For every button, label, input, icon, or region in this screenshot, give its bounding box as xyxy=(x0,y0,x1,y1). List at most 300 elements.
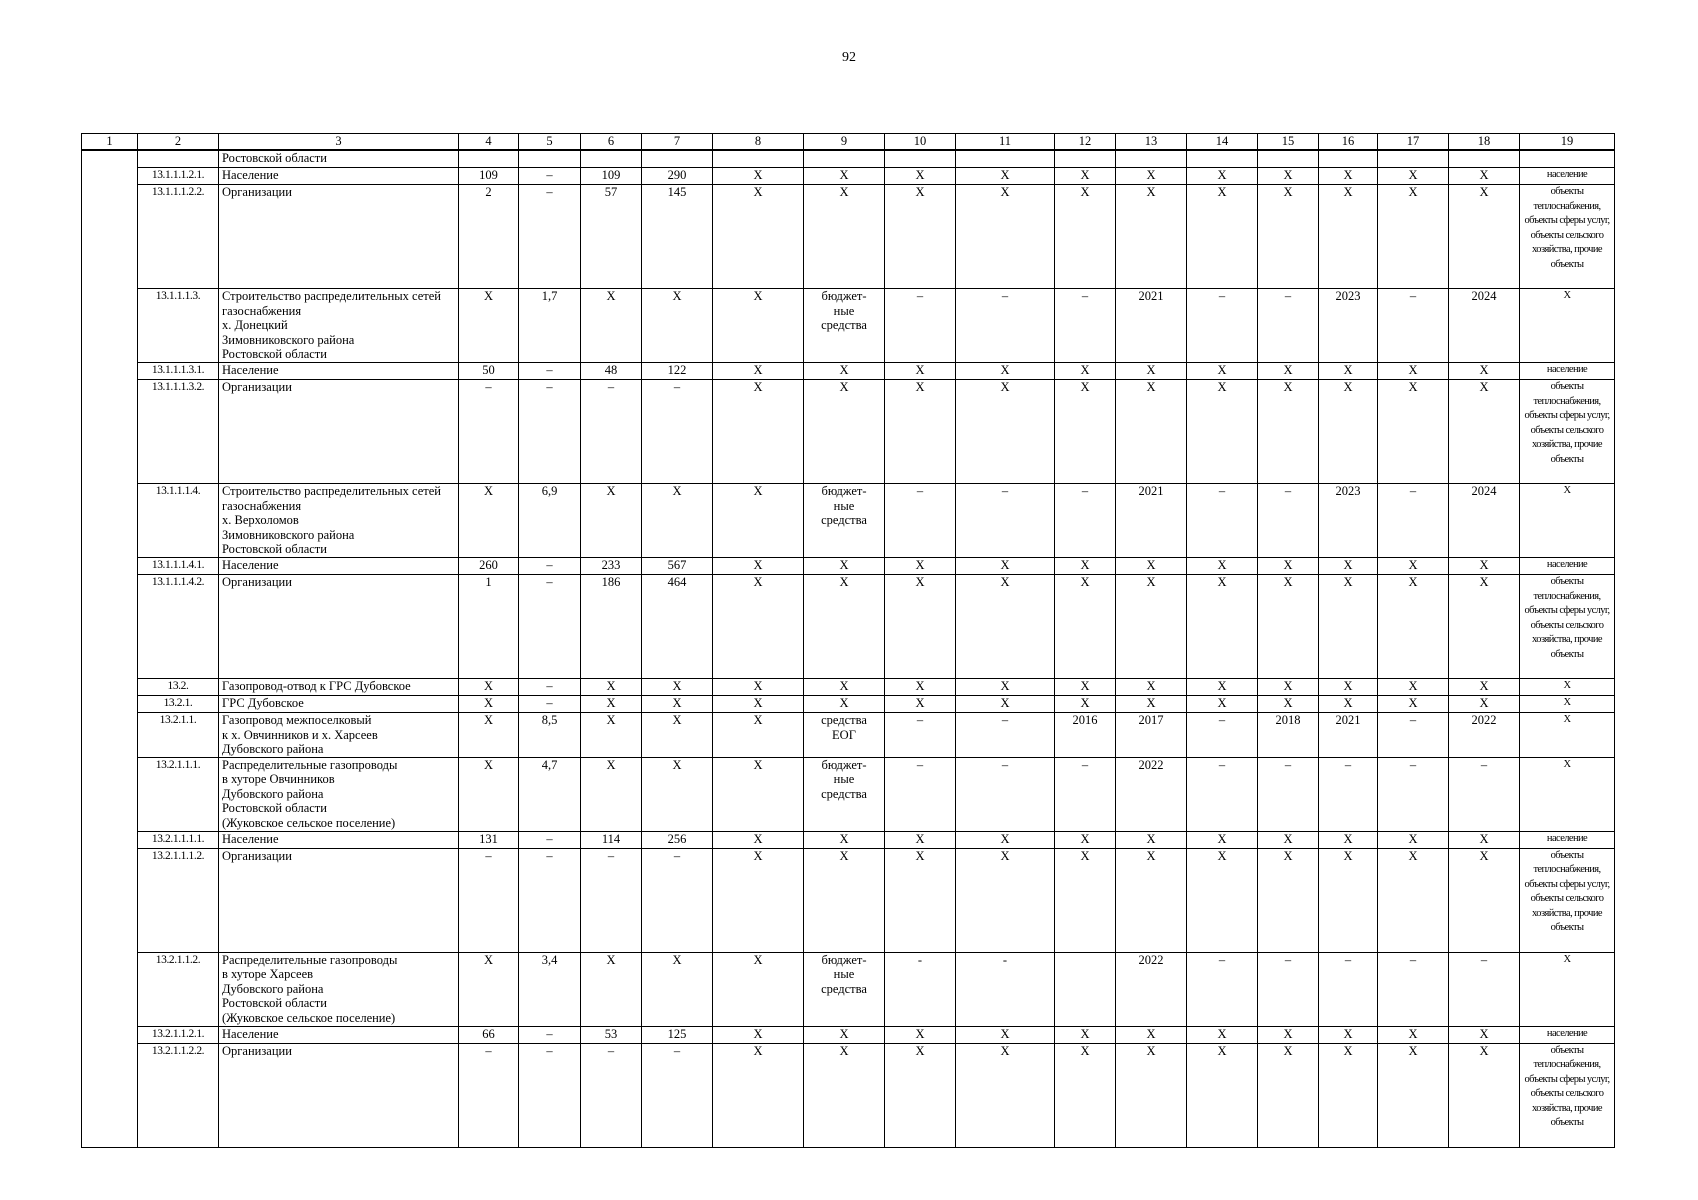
value-cell: – xyxy=(1055,484,1116,558)
column-number-13: 13 xyxy=(1116,134,1187,151)
value-cell: X xyxy=(804,1043,885,1147)
value-cell: X xyxy=(1187,679,1258,696)
value-cell: X xyxy=(1258,380,1319,484)
value-cell: – xyxy=(885,484,956,558)
value-cell: X xyxy=(1319,363,1378,380)
value-cell: население xyxy=(1520,831,1615,848)
value-cell: X xyxy=(459,757,519,831)
value-cell: – xyxy=(1378,713,1449,758)
value-cell: X xyxy=(885,185,956,289)
item-name-cell: Население xyxy=(219,363,459,380)
value-cell: X xyxy=(1378,558,1449,575)
value-cell: X xyxy=(1258,575,1319,679)
value-cell: X xyxy=(1319,1043,1378,1147)
value-cell: – xyxy=(956,289,1055,363)
value-cell: X xyxy=(956,1043,1055,1147)
item-code-cell: 13.2.1.1. xyxy=(138,713,219,758)
value-cell: X xyxy=(1378,831,1449,848)
value-cell: X xyxy=(885,696,956,713)
value-cell: 567 xyxy=(642,558,713,575)
value-cell: – xyxy=(642,380,713,484)
value-cell: X xyxy=(1116,558,1187,575)
value-cell: 4,7 xyxy=(519,757,581,831)
value-cell xyxy=(519,150,581,168)
value-cell xyxy=(1055,952,1116,1026)
value-cell: X xyxy=(1378,696,1449,713)
column-number-17: 17 xyxy=(1378,134,1449,151)
column-number-10: 10 xyxy=(885,134,956,151)
value-cell: X xyxy=(1449,679,1520,696)
value-cell: X xyxy=(1258,558,1319,575)
item-name-cell: Организации xyxy=(219,185,459,289)
value-cell: 290 xyxy=(642,168,713,185)
value-cell: – xyxy=(1258,484,1319,558)
value-cell xyxy=(1319,150,1378,168)
value-cell: 233 xyxy=(581,558,642,575)
table-row xyxy=(82,757,1615,831)
value-cell: X xyxy=(956,575,1055,679)
column-number-18: 18 xyxy=(1449,134,1520,151)
item-name-cell: Организации xyxy=(219,380,459,484)
value-cell: X xyxy=(1055,380,1116,484)
value-cell: X xyxy=(459,484,519,558)
value-cell: X xyxy=(1520,696,1615,713)
value-cell: 2021 xyxy=(1319,713,1378,758)
value-cell: X xyxy=(1116,168,1187,185)
value-cell: – xyxy=(459,380,519,484)
item-name-cell: Строительство распределительных сетей газоснабжения х. Донецкий Зимовниковского района Ростовской области xyxy=(219,289,459,363)
value-cell: X xyxy=(1055,831,1116,848)
item-name-cell: Газопровод-отвод к ГРС Дубовское xyxy=(219,679,459,696)
value-cell: X xyxy=(804,831,885,848)
value-cell: X xyxy=(713,558,804,575)
value-cell: X xyxy=(804,679,885,696)
value-cell: 8,5 xyxy=(519,713,581,758)
value-cell: - xyxy=(956,952,1055,1026)
column-number-12: 12 xyxy=(1055,134,1116,151)
value-cell: X xyxy=(642,713,713,758)
value-cell: X xyxy=(1055,185,1116,289)
value-cell: – xyxy=(1055,289,1116,363)
value-cell: X xyxy=(713,713,804,758)
item-code-cell: 13.2.1.1.2.1. xyxy=(138,1026,219,1043)
value-cell: X xyxy=(581,679,642,696)
value-cell: X xyxy=(885,848,956,952)
table-row xyxy=(82,150,1615,168)
value-cell: X xyxy=(1449,558,1520,575)
value-cell: X xyxy=(1449,848,1520,952)
value-cell: X xyxy=(642,289,713,363)
value-cell: – xyxy=(581,380,642,484)
column-number-7: 7 xyxy=(642,134,713,151)
item-name-cell: Население xyxy=(219,168,459,185)
column-number-8: 8 xyxy=(713,134,804,151)
value-cell: 1 xyxy=(459,575,519,679)
value-cell: X xyxy=(1187,558,1258,575)
value-cell: 114 xyxy=(581,831,642,848)
value-cell: X xyxy=(1449,1043,1520,1147)
column-number-3: 3 xyxy=(219,134,459,151)
value-cell: – xyxy=(519,185,581,289)
value-cell: X xyxy=(642,679,713,696)
value-cell: – xyxy=(642,1043,713,1147)
value-cell: – xyxy=(519,831,581,848)
value-cell: X xyxy=(956,168,1055,185)
value-cell: – xyxy=(956,484,1055,558)
column-number-19: 19 xyxy=(1520,134,1615,151)
value-cell: X xyxy=(1055,1026,1116,1043)
value-cell: – xyxy=(519,168,581,185)
value-cell: X xyxy=(1116,363,1187,380)
table-row xyxy=(82,831,1615,848)
value-cell: 2023 xyxy=(1319,289,1378,363)
value-cell: X xyxy=(804,696,885,713)
item-code-cell: 13.2.1. xyxy=(138,696,219,713)
column-number-6: 6 xyxy=(581,134,642,151)
value-cell: X xyxy=(713,1026,804,1043)
item-code-cell: 13.1.1.1.2.1. xyxy=(138,168,219,185)
item-code-cell: 13.2. xyxy=(138,679,219,696)
item-code-cell: 13.2.1.1.1.1. xyxy=(138,831,219,848)
table-row xyxy=(82,558,1615,575)
item-name-cell: ГРС Дубовское xyxy=(219,696,459,713)
value-cell: X xyxy=(1319,696,1378,713)
value-cell: X xyxy=(1520,757,1615,831)
value-cell: X xyxy=(1449,1026,1520,1043)
value-cell: X xyxy=(885,831,956,848)
value-cell: – xyxy=(885,757,956,831)
value-cell xyxy=(581,150,642,168)
value-cell: X xyxy=(459,289,519,363)
value-cell: X xyxy=(1319,380,1378,484)
value-cell: – xyxy=(1187,757,1258,831)
value-cell: X xyxy=(1378,848,1449,952)
value-cell xyxy=(642,150,713,168)
value-cell: X xyxy=(1449,831,1520,848)
value-cell: X xyxy=(1055,558,1116,575)
table-row xyxy=(82,713,1615,758)
value-cell: X xyxy=(713,757,804,831)
value-cell: объекты теплоснабжения, объекты сферы услуг, объекты сельского хозяйства, прочие объекты xyxy=(1520,575,1615,679)
value-cell: X xyxy=(642,484,713,558)
value-cell: X xyxy=(956,558,1055,575)
value-cell xyxy=(956,150,1055,168)
value-cell: бюджет- ные средства xyxy=(804,757,885,831)
value-cell: – xyxy=(1055,757,1116,831)
value-cell: X xyxy=(1187,185,1258,289)
value-cell: X xyxy=(1378,380,1449,484)
value-cell: 2022 xyxy=(1449,713,1520,758)
value-cell: 145 xyxy=(642,185,713,289)
value-cell: X xyxy=(885,558,956,575)
value-cell xyxy=(1258,150,1319,168)
value-cell: 2016 xyxy=(1055,713,1116,758)
value-cell: X xyxy=(1520,679,1615,696)
value-cell: население xyxy=(1520,363,1615,380)
value-cell: X xyxy=(1187,363,1258,380)
value-cell: X xyxy=(1258,696,1319,713)
value-cell: X xyxy=(1187,168,1258,185)
column-number-15: 15 xyxy=(1258,134,1319,151)
value-cell: X xyxy=(713,185,804,289)
table-row xyxy=(82,289,1615,363)
table-row xyxy=(82,380,1615,484)
value-cell: X xyxy=(1116,696,1187,713)
value-cell: 50 xyxy=(459,363,519,380)
value-cell: – xyxy=(1449,757,1520,831)
item-name-cell: Строительство распределительных сетей газоснабжения х. Верхоломов Зимовниковского района Ростовской области xyxy=(219,484,459,558)
value-cell: 1,7 xyxy=(519,289,581,363)
value-cell: X xyxy=(1449,185,1520,289)
value-cell: – xyxy=(1187,952,1258,1026)
value-cell: X xyxy=(956,363,1055,380)
table-row xyxy=(82,696,1615,713)
value-cell: X xyxy=(713,848,804,952)
item-code-cell: 13.2.1.1.1.2. xyxy=(138,848,219,952)
value-cell: – xyxy=(519,380,581,484)
table-row xyxy=(82,1043,1615,1147)
value-cell: X xyxy=(885,1026,956,1043)
value-cell: 53 xyxy=(581,1026,642,1043)
item-name-cell: Население xyxy=(219,831,459,848)
item-code-cell xyxy=(138,150,219,168)
value-cell: 6,9 xyxy=(519,484,581,558)
value-cell: X xyxy=(642,952,713,1026)
value-cell: X xyxy=(713,575,804,679)
value-cell: X xyxy=(1116,1026,1187,1043)
item-code-cell: 13.1.1.1.4.2. xyxy=(138,575,219,679)
value-cell: – xyxy=(519,558,581,575)
value-cell xyxy=(1187,150,1258,168)
value-cell: объекты теплоснабжения, объекты сферы услуг, объекты сельского хозяйства, прочие объекты xyxy=(1520,848,1615,952)
value-cell: X xyxy=(1258,363,1319,380)
value-cell: X xyxy=(459,713,519,758)
value-cell: средства ЕОГ xyxy=(804,713,885,758)
value-cell: 2024 xyxy=(1449,484,1520,558)
value-cell: – xyxy=(1378,289,1449,363)
value-cell: 2022 xyxy=(1116,952,1187,1026)
item-name-cell: Ростовской области xyxy=(219,150,459,168)
item-code-cell: 13.1.1.1.4.1. xyxy=(138,558,219,575)
value-cell: X xyxy=(459,696,519,713)
value-cell: – xyxy=(581,848,642,952)
value-cell: X xyxy=(956,831,1055,848)
item-name-cell: Организации xyxy=(219,848,459,952)
value-cell xyxy=(1520,150,1615,168)
value-cell: X xyxy=(1187,380,1258,484)
value-cell: X xyxy=(956,380,1055,484)
value-cell: X xyxy=(1378,1026,1449,1043)
item-code-cell: 13.1.1.1.3. xyxy=(138,289,219,363)
value-cell: X xyxy=(885,679,956,696)
value-cell: 3,4 xyxy=(519,952,581,1026)
value-cell xyxy=(1116,150,1187,168)
value-cell: X xyxy=(713,952,804,1026)
table-row xyxy=(82,1026,1615,1043)
value-cell: 260 xyxy=(459,558,519,575)
value-cell: 122 xyxy=(642,363,713,380)
value-cell: X xyxy=(713,831,804,848)
item-name-cell: Население xyxy=(219,558,459,575)
value-cell: X xyxy=(1258,1043,1319,1147)
value-cell: X xyxy=(1319,848,1378,952)
value-cell: – xyxy=(1187,289,1258,363)
item-name-cell: Организации xyxy=(219,1043,459,1147)
value-cell: – xyxy=(581,1043,642,1147)
value-cell: X xyxy=(459,679,519,696)
value-cell: X xyxy=(1378,575,1449,679)
value-cell: X xyxy=(1449,380,1520,484)
value-cell xyxy=(804,150,885,168)
value-cell: – xyxy=(459,1043,519,1147)
value-cell: X xyxy=(581,952,642,1026)
column-number-16: 16 xyxy=(1319,134,1378,151)
value-cell: X xyxy=(885,575,956,679)
value-cell: X xyxy=(1116,380,1187,484)
value-cell: 2018 xyxy=(1258,713,1319,758)
value-cell: X xyxy=(1378,363,1449,380)
value-cell: X xyxy=(581,757,642,831)
value-cell: X xyxy=(956,696,1055,713)
value-cell: X xyxy=(1187,1026,1258,1043)
value-cell: X xyxy=(581,289,642,363)
value-cell: – xyxy=(519,848,581,952)
value-cell xyxy=(1055,150,1116,168)
table-row xyxy=(82,168,1615,185)
value-cell: X xyxy=(1258,848,1319,952)
value-cell: X xyxy=(642,696,713,713)
value-cell: – xyxy=(1258,757,1319,831)
item-name-cell: Газопровод межпоселковый к х. Овчинников и х. Харсеев Дубовского района xyxy=(219,713,459,758)
value-cell: 125 xyxy=(642,1026,713,1043)
data-table xyxy=(81,133,1615,1148)
value-cell: X xyxy=(804,575,885,679)
value-cell: X xyxy=(581,713,642,758)
value-cell: X xyxy=(1449,363,1520,380)
value-cell: – xyxy=(519,679,581,696)
value-cell: X xyxy=(1520,289,1615,363)
value-cell: X xyxy=(956,1026,1055,1043)
value-cell: X xyxy=(1258,185,1319,289)
table-row xyxy=(82,484,1615,558)
value-cell: население xyxy=(1520,558,1615,575)
value-cell: X xyxy=(713,363,804,380)
value-cell: 2 xyxy=(459,185,519,289)
item-code-cell: 13.1.1.1.2.2. xyxy=(138,185,219,289)
item-name-cell: Распределительные газопроводы в хуторе Овчинников Дубовского района Ростовской области (Жуковское сельское поселение) xyxy=(219,757,459,831)
value-cell: X xyxy=(804,380,885,484)
value-cell: X xyxy=(956,848,1055,952)
value-cell: X xyxy=(1187,848,1258,952)
table-row xyxy=(82,575,1615,679)
value-cell: X xyxy=(1378,185,1449,289)
value-cell: X xyxy=(1055,363,1116,380)
value-cell: X xyxy=(1055,575,1116,679)
value-cell: – xyxy=(956,757,1055,831)
value-cell: 57 xyxy=(581,185,642,289)
value-cell: X xyxy=(1520,952,1615,1026)
value-cell: – xyxy=(1187,484,1258,558)
value-cell: X xyxy=(1319,575,1378,679)
value-cell: X xyxy=(1449,168,1520,185)
column-number-2: 2 xyxy=(138,134,219,151)
table-row xyxy=(82,848,1615,952)
value-cell: X xyxy=(713,168,804,185)
value-cell xyxy=(885,150,956,168)
value-cell: X xyxy=(1116,679,1187,696)
value-cell: X xyxy=(1258,1026,1319,1043)
value-cell: X xyxy=(885,1043,956,1147)
column-number-1: 1 xyxy=(82,134,138,151)
value-cell: X xyxy=(713,484,804,558)
value-cell: 109 xyxy=(459,168,519,185)
item-name-cell: Распределительные газопроводы в хуторе Харсеев Дубовского района Ростовской области (Жуковское сельское поселение) xyxy=(219,952,459,1026)
page-number: 92 xyxy=(842,50,856,65)
value-cell xyxy=(1378,150,1449,168)
value-cell: X xyxy=(804,363,885,380)
value-cell: X xyxy=(1187,696,1258,713)
column-number-14: 14 xyxy=(1187,134,1258,151)
value-cell: X xyxy=(1258,168,1319,185)
value-cell: X xyxy=(1378,168,1449,185)
item-code-cell: 13.1.1.1.3.2. xyxy=(138,380,219,484)
item-code-cell: 13.2.1.1.2.2. xyxy=(138,1043,219,1147)
item-code-cell: 13.1.1.1.4. xyxy=(138,484,219,558)
value-cell xyxy=(459,150,519,168)
value-cell: – xyxy=(519,1043,581,1147)
value-cell: X xyxy=(1449,575,1520,679)
value-cell: X xyxy=(713,289,804,363)
value-cell: – xyxy=(1378,757,1449,831)
value-cell: X xyxy=(1520,713,1615,758)
value-cell: 109 xyxy=(581,168,642,185)
value-cell: 2024 xyxy=(1449,289,1520,363)
value-cell xyxy=(713,150,804,168)
value-cell: 464 xyxy=(642,575,713,679)
value-cell: X xyxy=(956,679,1055,696)
value-cell: X xyxy=(1055,1043,1116,1147)
value-cell: – xyxy=(885,289,956,363)
value-cell: X xyxy=(885,168,956,185)
value-cell: 186 xyxy=(581,575,642,679)
value-cell: X xyxy=(1116,831,1187,848)
value-cell: X xyxy=(1449,696,1520,713)
value-cell: бюджет- ные средства xyxy=(804,952,885,1026)
value-cell: X xyxy=(885,363,956,380)
value-cell: – xyxy=(459,848,519,952)
value-cell: – xyxy=(1449,952,1520,1026)
value-cell: – xyxy=(1319,757,1378,831)
value-cell: объекты теплоснабжения, объекты сферы услуг, объекты сельского хозяйства, прочие объекты xyxy=(1520,185,1615,289)
value-cell: бюджет- ные средства xyxy=(804,289,885,363)
item-name-cell: Организации xyxy=(219,575,459,679)
value-cell: X xyxy=(804,848,885,952)
value-cell: X xyxy=(713,380,804,484)
value-cell: 2023 xyxy=(1319,484,1378,558)
value-cell: X xyxy=(1319,168,1378,185)
value-cell: население xyxy=(1520,168,1615,185)
value-cell: X xyxy=(713,679,804,696)
value-cell: X xyxy=(1055,848,1116,952)
value-cell: X xyxy=(1319,831,1378,848)
value-cell: X xyxy=(581,484,642,558)
value-cell: X xyxy=(804,558,885,575)
table-row xyxy=(82,679,1615,696)
value-cell: X xyxy=(885,380,956,484)
value-cell: X xyxy=(804,1026,885,1043)
value-cell: X xyxy=(1116,1043,1187,1147)
value-cell: 2022 xyxy=(1116,757,1187,831)
